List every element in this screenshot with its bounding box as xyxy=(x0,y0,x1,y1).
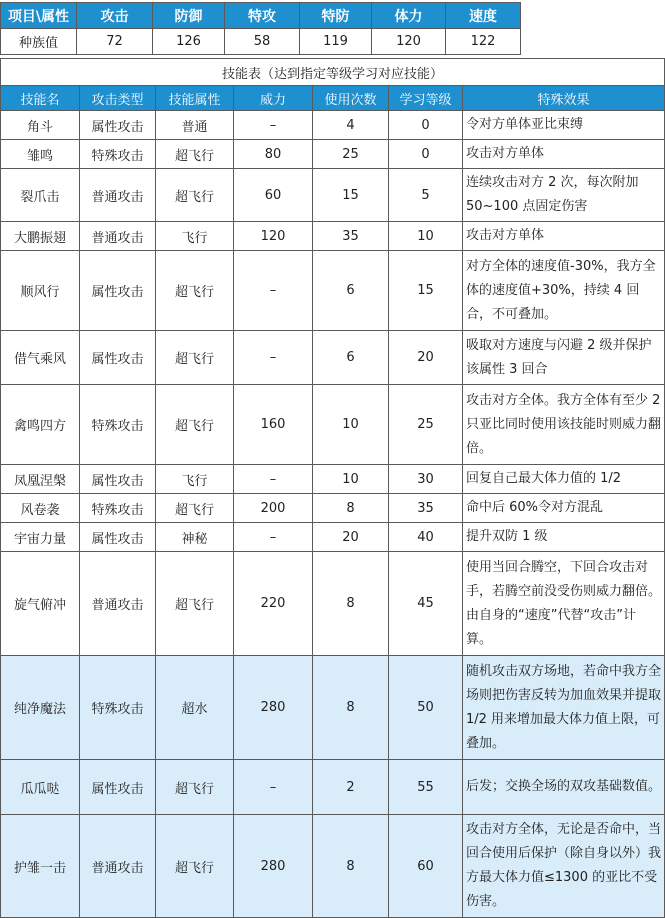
skill-effect-cell: 令对方单体亚比束缚 xyxy=(463,111,665,140)
skill-type-cell: 属性攻击 xyxy=(80,523,156,552)
stats-header-row xyxy=(1,3,521,29)
skill-effect-cell: 攻击对方全体。我方全体有至少 2 只亚比同时使用该技能时则威力翻倍。 xyxy=(463,385,665,465)
skill-level-cell: 45 xyxy=(389,552,463,656)
skill-row xyxy=(1,465,665,494)
skill-attr-cell: 超飞行 xyxy=(156,385,234,465)
stats-value-cell: 126 xyxy=(153,29,225,55)
skill-uses-cell: 15 xyxy=(313,169,389,222)
skill-uses-cell: 10 xyxy=(313,465,389,494)
skill-effect-cell: 攻击对方单体 xyxy=(463,222,665,251)
skill-name-cell: 大鹏振翅 xyxy=(1,222,80,251)
skills-header-cell: 技能名 xyxy=(1,86,80,111)
skill-level-cell: 50 xyxy=(389,656,463,760)
skill-attr-cell: 超飞行 xyxy=(156,494,234,523)
skill-type-cell: 属性攻击 xyxy=(80,111,156,140)
stats-value-cell: 58 xyxy=(225,29,300,55)
stats-header-cell: 特防 xyxy=(300,3,372,29)
skill-attr-cell: 超飞行 xyxy=(156,169,234,222)
skill-power-cell: – xyxy=(234,523,313,552)
stats-value-cell: 122 xyxy=(446,29,521,55)
skill-name-cell: 纯净魔法 xyxy=(1,656,80,760)
skill-uses-cell: 25 xyxy=(313,140,389,169)
skills-header-cell: 攻击类型 xyxy=(80,86,156,111)
skill-name-cell: 雏鸣 xyxy=(1,140,80,169)
skill-attr-cell: 飞行 xyxy=(156,465,234,494)
skill-type-cell: 属性攻击 xyxy=(80,465,156,494)
skill-name-cell: 角斗 xyxy=(1,111,80,140)
skill-level-cell: 55 xyxy=(389,760,463,815)
skills-header-cell: 威力 xyxy=(234,86,313,111)
skill-effect-cell: 攻击对方全体，无论是否命中，当回合使用后保护（除自身以外）我方最大体力值≤1300 的亚比不受伤害。 xyxy=(463,815,665,918)
skill-type-cell: 属性攻击 xyxy=(80,331,156,385)
skill-name-cell: 裂爪击 xyxy=(1,169,80,222)
skill-type-cell: 特殊攻击 xyxy=(80,140,156,169)
skill-attr-cell: 普通 xyxy=(156,111,234,140)
skills-header-cell: 技能属性 xyxy=(156,86,234,111)
skills-table-title: 技能表（达到指定等级学习对应技能） xyxy=(1,59,665,86)
skill-attr-cell: 超飞行 xyxy=(156,331,234,385)
skills-title-row xyxy=(1,59,665,86)
stats-header-cell: 攻击 xyxy=(77,3,153,29)
skill-power-cell: 120 xyxy=(234,222,313,251)
skill-type-cell: 特殊攻击 xyxy=(80,494,156,523)
skill-type-cell: 普通攻击 xyxy=(80,222,156,251)
skill-level-cell: 40 xyxy=(389,523,463,552)
skill-level-cell: 0 xyxy=(389,111,463,140)
skill-power-cell: 280 xyxy=(234,815,313,918)
stats-table xyxy=(0,2,521,55)
stats-value-row xyxy=(1,29,521,55)
skill-name-cell: 旋气俯冲 xyxy=(1,552,80,656)
skill-uses-cell: 6 xyxy=(313,251,389,331)
skill-name-cell: 借气乘风 xyxy=(1,331,80,385)
skills-header-cell: 学习等级 xyxy=(389,86,463,111)
skill-uses-cell: 4 xyxy=(313,111,389,140)
skill-type-cell: 普通攻击 xyxy=(80,552,156,656)
skill-row xyxy=(1,111,665,140)
skill-power-cell: 80 xyxy=(234,140,313,169)
skill-level-cell: 35 xyxy=(389,494,463,523)
skill-level-cell: 30 xyxy=(389,465,463,494)
skill-power-cell: 60 xyxy=(234,169,313,222)
skill-level-cell: 25 xyxy=(389,385,463,465)
skill-effect-cell: 随机攻击双方场地，若命中我方全场则把伤害反转为加血效果并提取 1/2 用来增加最大体力值上限，可叠加。 xyxy=(463,656,665,760)
skill-name-cell: 凤凰涅槃 xyxy=(1,465,80,494)
skill-level-cell: 0 xyxy=(389,140,463,169)
skill-uses-cell: 8 xyxy=(313,815,389,918)
skill-name-cell: 护雏一击 xyxy=(1,815,80,918)
skill-type-cell: 特殊攻击 xyxy=(80,385,156,465)
skill-type-cell: 普通攻击 xyxy=(80,815,156,918)
skill-level-cell: 60 xyxy=(389,815,463,918)
skill-power-cell: – xyxy=(234,331,313,385)
skill-row xyxy=(1,385,665,465)
skill-power-cell: – xyxy=(234,465,313,494)
skill-uses-cell: 8 xyxy=(313,494,389,523)
stats-header-cell: 速度 xyxy=(446,3,521,29)
skill-row xyxy=(1,523,665,552)
skill-effect-cell: 攻击对方单体 xyxy=(463,140,665,169)
skill-row xyxy=(1,494,665,523)
skill-name-cell: 风卷袭 xyxy=(1,494,80,523)
skill-row xyxy=(1,169,665,222)
skill-name-cell: 禽鸣四方 xyxy=(1,385,80,465)
skill-attr-cell: 超飞行 xyxy=(156,140,234,169)
skill-attr-cell: 超飞行 xyxy=(156,552,234,656)
skill-row xyxy=(1,222,665,251)
skill-attr-cell: 超水 xyxy=(156,656,234,760)
skill-power-cell: – xyxy=(234,111,313,140)
skill-uses-cell: 10 xyxy=(313,385,389,465)
skills-header-row xyxy=(1,86,665,111)
skill-uses-cell: 35 xyxy=(313,222,389,251)
stats-value-cell: 119 xyxy=(300,29,372,55)
skill-level-cell: 20 xyxy=(389,331,463,385)
skill-uses-cell: 2 xyxy=(313,760,389,815)
skills-body xyxy=(1,111,665,918)
stats-header-cell: 项目\属性 xyxy=(1,3,77,29)
stats-header-cell: 体力 xyxy=(372,3,446,29)
stats-header-cell: 防御 xyxy=(153,3,225,29)
skill-row xyxy=(1,140,665,169)
skill-type-cell: 属性攻击 xyxy=(80,760,156,815)
skill-row xyxy=(1,331,665,385)
skill-uses-cell: 8 xyxy=(313,552,389,656)
skill-row xyxy=(1,760,665,815)
skill-name-cell: 宇宙力量 xyxy=(1,523,80,552)
skill-power-cell: 220 xyxy=(234,552,313,656)
skill-power-cell: 160 xyxy=(234,385,313,465)
skill-power-cell: – xyxy=(234,760,313,815)
skill-name-cell: 瓜瓜哒 xyxy=(1,760,80,815)
skill-effect-cell: 回复自己最大体力值的 1/2 xyxy=(463,465,665,494)
skill-uses-cell: 6 xyxy=(313,331,389,385)
skill-effect-cell: 使用当回合腾空，下回合攻击对手，若腾空前没受伤则威力翻倍。由自身的“速度”代替“攻击”计算。 xyxy=(463,552,665,656)
stats-row-label: 种族值 xyxy=(1,29,77,55)
stats-value-cell: 120 xyxy=(372,29,446,55)
skill-power-cell: 280 xyxy=(234,656,313,760)
skill-level-cell: 5 xyxy=(389,169,463,222)
skill-effect-cell: 吸取对方速度与闪避 2 级并保护该属性 3 回合 xyxy=(463,331,665,385)
skills-header-cell: 特殊效果 xyxy=(463,86,665,111)
skill-uses-cell: 20 xyxy=(313,523,389,552)
skill-name-cell: 顺风行 xyxy=(1,251,80,331)
skill-level-cell: 10 xyxy=(389,222,463,251)
skill-attr-cell: 超飞行 xyxy=(156,760,234,815)
skill-row xyxy=(1,815,665,918)
skill-effect-cell: 连续攻击对方 2 次，每次附加 50~100 点固定伤害 xyxy=(463,169,665,222)
skill-effect-cell: 对方全体的速度值-30%，我方全体的速度值+30%，持续 4 回合，不可叠加。 xyxy=(463,251,665,331)
skill-type-cell: 特殊攻击 xyxy=(80,656,156,760)
skill-effect-cell: 命中后 60%令对方混乱 xyxy=(463,494,665,523)
skill-attr-cell: 超飞行 xyxy=(156,815,234,918)
skill-uses-cell: 8 xyxy=(313,656,389,760)
skill-attr-cell: 神秘 xyxy=(156,523,234,552)
stats-header-cell: 特攻 xyxy=(225,3,300,29)
skill-row xyxy=(1,251,665,331)
skill-effect-cell: 提升双防 1 级 xyxy=(463,523,665,552)
skill-level-cell: 15 xyxy=(389,251,463,331)
skills-table xyxy=(0,58,665,918)
skills-header-cell: 使用次数 xyxy=(313,86,389,111)
skill-row xyxy=(1,552,665,656)
skill-power-cell: – xyxy=(234,251,313,331)
skill-effect-cell: 后发；交换全场的双攻基础数值。 xyxy=(463,760,665,815)
skill-attr-cell: 飞行 xyxy=(156,222,234,251)
stats-value-cell: 72 xyxy=(77,29,153,55)
skill-row xyxy=(1,656,665,760)
skill-attr-cell: 超飞行 xyxy=(156,251,234,331)
skill-power-cell: 200 xyxy=(234,494,313,523)
skill-type-cell: 属性攻击 xyxy=(80,251,156,331)
skill-type-cell: 普通攻击 xyxy=(80,169,156,222)
